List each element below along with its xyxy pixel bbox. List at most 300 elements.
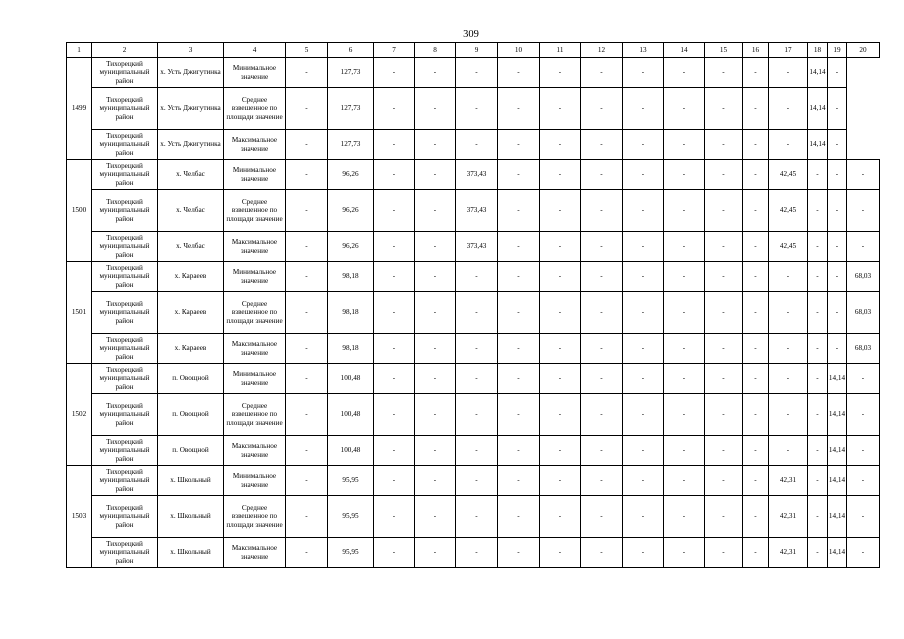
table-cell: - <box>828 232 847 262</box>
table-cell: - <box>705 334 743 364</box>
table-row <box>67 262 880 292</box>
table-cell: Тихорецкий муниципальный район <box>92 466 158 496</box>
table-cell: - <box>498 394 540 436</box>
table-cell: 14,14 <box>808 58 828 88</box>
table-cell: - <box>705 436 743 466</box>
table-cell: 127,73 <box>328 130 374 160</box>
table-cell: Тихорецкий муниципальный район <box>92 160 158 190</box>
table-cell: - <box>808 160 828 190</box>
table-cell: - <box>828 262 847 292</box>
column-header: 14 <box>664 43 705 58</box>
table-cell: - <box>743 394 769 436</box>
table-cell: Максимальное значение <box>224 130 286 160</box>
table-cell: 95,95 <box>328 466 374 496</box>
table-row <box>67 436 880 466</box>
table-cell: - <box>847 436 880 466</box>
table-cell: Тихорецкий муниципальный район <box>92 364 158 394</box>
table-cell: - <box>456 58 498 88</box>
column-header: 3 <box>158 43 224 58</box>
page-number: 309 <box>463 29 479 40</box>
table-cell: - <box>743 466 769 496</box>
table-cell: 373,43 <box>456 232 498 262</box>
column-header: 9 <box>456 43 498 58</box>
table-cell: - <box>743 496 769 538</box>
table-cell: - <box>581 334 623 364</box>
table-cell: - <box>286 466 328 496</box>
table-cell: - <box>456 334 498 364</box>
table-cell: - <box>623 262 664 292</box>
table-cell: - <box>664 232 705 262</box>
table-cell: - <box>415 130 456 160</box>
table-cell: Тихорецкий муниципальный район <box>92 538 158 568</box>
table-cell: - <box>623 292 664 334</box>
table-cell: - <box>828 334 847 364</box>
table-cell: - <box>286 130 328 160</box>
data-table <box>66 42 880 568</box>
table-cell: - <box>540 58 581 88</box>
table-cell: Тихорецкий муниципальный район <box>92 88 158 130</box>
table-cell: Минимальное значение <box>224 364 286 394</box>
table-cell: - <box>374 436 415 466</box>
table-cell: - <box>664 538 705 568</box>
table-cell: Тихорецкий муниципальный район <box>92 394 158 436</box>
table-cell: - <box>808 292 828 334</box>
table-cell: - <box>374 130 415 160</box>
table-cell: 14,14 <box>828 496 847 538</box>
table-cell: х. Усть Джигутинка <box>158 130 224 160</box>
table-row <box>67 394 880 436</box>
table-cell: 98,18 <box>328 262 374 292</box>
table-row <box>67 130 880 160</box>
row-number-cell: 1499 <box>67 58 92 160</box>
table-cell: - <box>808 364 828 394</box>
table-cell: - <box>456 292 498 334</box>
table-cell: - <box>286 190 328 232</box>
table-cell: Тихорецкий муниципальный район <box>92 334 158 364</box>
table-cell: - <box>540 262 581 292</box>
column-header: 12 <box>581 43 623 58</box>
table-cell: - <box>581 436 623 466</box>
table-cell: - <box>498 88 540 130</box>
table-cell: Тихорецкий муниципальный район <box>92 58 158 88</box>
table-cell: - <box>705 394 743 436</box>
table-cell: 42,45 <box>769 160 808 190</box>
table-cell: - <box>498 334 540 364</box>
table-cell: - <box>623 130 664 160</box>
table-cell: - <box>847 364 880 394</box>
column-header: 4 <box>224 43 286 58</box>
table-cell: - <box>705 466 743 496</box>
table-cell: - <box>847 190 880 232</box>
table-cell: - <box>415 496 456 538</box>
table-cell: - <box>664 262 705 292</box>
table-cell: - <box>623 364 664 394</box>
table-cell: - <box>664 292 705 334</box>
table-cell: - <box>540 160 581 190</box>
table-cell: 100,48 <box>328 394 374 436</box>
table-cell: - <box>374 538 415 568</box>
table-cell: - <box>498 538 540 568</box>
table-cell: - <box>374 496 415 538</box>
table-cell: - <box>743 262 769 292</box>
table-cell: 95,95 <box>328 496 374 538</box>
table-cell: - <box>623 160 664 190</box>
table-cell: - <box>498 130 540 160</box>
table-cell: - <box>456 88 498 130</box>
table-cell: Минимальное значение <box>224 466 286 496</box>
table-cell: - <box>623 394 664 436</box>
table-row <box>67 496 880 538</box>
row-number-cell: 1500 <box>67 160 92 262</box>
table-cell: - <box>743 88 769 130</box>
table-cell: х. Школьный <box>158 496 224 538</box>
table-cell: - <box>286 496 328 538</box>
table-cell: - <box>623 496 664 538</box>
table-cell: Минимальное значение <box>224 58 286 88</box>
table-cell: - <box>456 364 498 394</box>
column-header: 19 <box>828 43 847 58</box>
table-cell: - <box>623 436 664 466</box>
table-cell: 42,31 <box>769 466 808 496</box>
table-cell: - <box>415 364 456 394</box>
table-cell: - <box>498 292 540 334</box>
row-number-cell: 1503 <box>67 466 92 568</box>
table-cell: - <box>374 364 415 394</box>
table-cell: - <box>743 292 769 334</box>
table-cell: - <box>828 130 847 160</box>
table-cell: х. Школьный <box>158 538 224 568</box>
table-cell: х. Усть Джигутинка <box>158 88 224 130</box>
table-cell: - <box>581 538 623 568</box>
table-cell: 14,14 <box>828 394 847 436</box>
table-cell: - <box>847 232 880 262</box>
table-cell: п. Овощной <box>158 364 224 394</box>
table-cell: - <box>623 466 664 496</box>
table-cell: - <box>664 160 705 190</box>
table-row <box>67 88 880 130</box>
table-cell: - <box>847 466 880 496</box>
table-cell: - <box>286 364 328 394</box>
table-cell: - <box>540 394 581 436</box>
column-header: 1 <box>67 43 92 58</box>
table-cell: - <box>286 292 328 334</box>
table-cell: - <box>705 496 743 538</box>
table-cell: 98,18 <box>328 292 374 334</box>
table-cell: 96,26 <box>328 190 374 232</box>
table-cell: 42,31 <box>769 496 808 538</box>
table-cell: - <box>664 466 705 496</box>
table-cell: х. Челбас <box>158 190 224 232</box>
table-cell: - <box>623 334 664 364</box>
table-cell: - <box>705 262 743 292</box>
column-header: 16 <box>743 43 769 58</box>
table-cell: - <box>664 364 705 394</box>
table-cell: - <box>415 334 456 364</box>
table-cell: - <box>769 292 808 334</box>
table-cell: - <box>705 160 743 190</box>
table-cell: - <box>286 88 328 130</box>
column-header: 17 <box>769 43 808 58</box>
table-cell: - <box>374 334 415 364</box>
table-cell: - <box>705 232 743 262</box>
table-cell: - <box>623 190 664 232</box>
table-cell: - <box>286 232 328 262</box>
table-cell: - <box>540 364 581 394</box>
table-cell: - <box>808 466 828 496</box>
column-header: 13 <box>623 43 664 58</box>
table-cell: - <box>743 364 769 394</box>
table-cell: - <box>286 334 328 364</box>
table-cell: 42,45 <box>769 190 808 232</box>
table-cell: - <box>498 466 540 496</box>
table-cell: - <box>415 88 456 130</box>
table-cell: Максимальное значение <box>224 436 286 466</box>
table-cell: 373,43 <box>456 160 498 190</box>
table-cell: Тихорецкий муниципальный район <box>92 292 158 334</box>
table-cell: - <box>581 364 623 394</box>
table-cell: - <box>847 496 880 538</box>
table-cell: - <box>705 292 743 334</box>
table-cell: - <box>498 232 540 262</box>
table-cell: - <box>540 538 581 568</box>
table-cell: - <box>374 262 415 292</box>
table-cell: - <box>581 292 623 334</box>
table-cell: - <box>581 58 623 88</box>
table-row <box>67 292 880 334</box>
table-cell: - <box>847 160 880 190</box>
table-cell: х. Усть Джигутинка <box>158 58 224 88</box>
column-header: 15 <box>705 43 743 58</box>
table-cell: - <box>415 538 456 568</box>
table-cell: - <box>374 232 415 262</box>
table-cell: - <box>664 88 705 130</box>
table-cell: - <box>456 538 498 568</box>
table-cell: х. Челбас <box>158 160 224 190</box>
table-cell: - <box>374 394 415 436</box>
table-cell: Среднее взвешенное по площади значение <box>224 496 286 538</box>
table-cell: Тихорецкий муниципальный район <box>92 190 158 232</box>
table-cell: - <box>540 190 581 232</box>
table-cell: 68,03 <box>847 292 880 334</box>
table-cell: - <box>705 58 743 88</box>
table-cell: 100,48 <box>328 364 374 394</box>
table-cell: 14,14 <box>828 466 847 496</box>
table-cell: - <box>743 334 769 364</box>
table-cell: - <box>498 436 540 466</box>
table-cell: - <box>415 262 456 292</box>
table-cell: - <box>623 88 664 130</box>
table-cell: - <box>769 58 808 88</box>
table-cell: - <box>286 160 328 190</box>
table-cell: - <box>808 538 828 568</box>
table-cell: - <box>540 292 581 334</box>
table-cell: - <box>581 190 623 232</box>
table-cell: - <box>456 262 498 292</box>
table-cell: - <box>769 334 808 364</box>
table-cell: х. Караеев <box>158 262 224 292</box>
table-cell: 14,14 <box>828 538 847 568</box>
table-cell: - <box>847 538 880 568</box>
table-cell: - <box>664 190 705 232</box>
table-cell: - <box>374 292 415 334</box>
column-header: 2 <box>92 43 158 58</box>
table-cell: - <box>664 130 705 160</box>
column-header: 6 <box>328 43 374 58</box>
table-cell: - <box>286 436 328 466</box>
table-cell: - <box>743 232 769 262</box>
table-cell: - <box>664 394 705 436</box>
table-cell: - <box>623 538 664 568</box>
table-cell: - <box>808 262 828 292</box>
table-cell: п. Овощной <box>158 436 224 466</box>
table-cell: - <box>540 232 581 262</box>
table-cell: - <box>808 394 828 436</box>
column-header: 10 <box>498 43 540 58</box>
table-cell: - <box>769 436 808 466</box>
table-cell: - <box>664 496 705 538</box>
table-cell: - <box>847 394 880 436</box>
table-cell: - <box>664 436 705 466</box>
table-cell: 127,73 <box>328 58 374 88</box>
table-cell: Максимальное значение <box>224 538 286 568</box>
table-header-row <box>67 43 880 58</box>
table-cell: - <box>415 394 456 436</box>
table-cell: - <box>769 394 808 436</box>
table-cell: 127,73 <box>328 88 374 130</box>
table-cell: - <box>581 232 623 262</box>
table-cell: Минимальное значение <box>224 160 286 190</box>
table-cell: - <box>286 538 328 568</box>
table-cell: - <box>769 130 808 160</box>
table-row <box>67 160 880 190</box>
table-cell: 68,03 <box>847 262 880 292</box>
table-cell: 373,43 <box>456 190 498 232</box>
table-cell: - <box>743 58 769 88</box>
table-cell: - <box>581 262 623 292</box>
table-row <box>67 538 880 568</box>
table-cell: - <box>581 394 623 436</box>
table-row <box>67 364 880 394</box>
table-cell: - <box>456 394 498 436</box>
table-cell: - <box>498 160 540 190</box>
column-header: 18 <box>808 43 828 58</box>
table-cell: Минимальное значение <box>224 262 286 292</box>
table-cell: - <box>769 88 808 130</box>
table-cell: - <box>540 496 581 538</box>
table-cell: - <box>808 436 828 466</box>
table-cell: 14,14 <box>828 364 847 394</box>
table-cell: - <box>456 466 498 496</box>
table-cell: - <box>808 232 828 262</box>
table-cell: - <box>540 88 581 130</box>
table-cell: - <box>415 292 456 334</box>
table-cell: - <box>581 466 623 496</box>
table-cell: - <box>743 160 769 190</box>
table-cell: Максимальное значение <box>224 334 286 364</box>
table-cell: Тихорецкий муниципальный район <box>92 496 158 538</box>
table-cell: Среднее взвешенное по площади значение <box>224 88 286 130</box>
table-cell: - <box>743 538 769 568</box>
table-cell: - <box>374 190 415 232</box>
table-cell: - <box>374 58 415 88</box>
table-cell: - <box>705 130 743 160</box>
table-cell: - <box>415 232 456 262</box>
table-row <box>67 334 880 364</box>
table-cell: - <box>286 262 328 292</box>
table-cell: - <box>498 58 540 88</box>
table-cell: - <box>581 88 623 130</box>
table-cell: - <box>374 160 415 190</box>
table-cell: - <box>808 190 828 232</box>
table-cell: - <box>743 436 769 466</box>
table-cell: - <box>581 130 623 160</box>
table-cell: - <box>828 190 847 232</box>
column-header: 7 <box>374 43 415 58</box>
table-cell: 42,45 <box>769 232 808 262</box>
table-cell: х. Караеев <box>158 292 224 334</box>
table-cell: Максимальное значение <box>224 232 286 262</box>
table-cell: - <box>374 88 415 130</box>
table-cell: 100,48 <box>328 436 374 466</box>
table-cell: - <box>828 292 847 334</box>
table-cell: - <box>286 58 328 88</box>
table-cell: 42,31 <box>769 538 808 568</box>
table-cell: Среднее взвешенное по площади значение <box>224 190 286 232</box>
table-cell: - <box>540 334 581 364</box>
table-cell: - <box>540 130 581 160</box>
table-cell: - <box>498 496 540 538</box>
table-cell: Тихорецкий муниципальный район <box>92 130 158 160</box>
table-row <box>67 232 880 262</box>
table-cell: - <box>705 538 743 568</box>
table-cell: - <box>743 130 769 160</box>
table-cell: - <box>705 190 743 232</box>
table-cell: - <box>415 436 456 466</box>
table-cell: - <box>581 496 623 538</box>
table-cell: - <box>415 160 456 190</box>
table-cell: - <box>623 58 664 88</box>
table-cell: 96,26 <box>328 232 374 262</box>
table-cell: 14,14 <box>808 88 828 130</box>
table-cell: - <box>456 130 498 160</box>
table-cell: - <box>456 436 498 466</box>
table-cell: - <box>743 190 769 232</box>
table-cell: 14,14 <box>828 436 847 466</box>
row-number-cell: 1502 <box>67 364 92 466</box>
table-cell: - <box>415 190 456 232</box>
table-cell: Тихорецкий муниципальный район <box>92 436 158 466</box>
table-cell: - <box>623 232 664 262</box>
table-cell: - <box>498 190 540 232</box>
table-cell: 96,26 <box>328 160 374 190</box>
table-body <box>67 58 880 568</box>
table-cell: - <box>498 364 540 394</box>
table-cell: х. Челбас <box>158 232 224 262</box>
table-row <box>67 190 880 232</box>
table-cell: - <box>498 262 540 292</box>
table-cell: Среднее взвешенное по площади значение <box>224 394 286 436</box>
table-cell: - <box>769 262 808 292</box>
table-cell: - <box>664 58 705 88</box>
table-cell: х. Школьный <box>158 466 224 496</box>
table-cell: Среднее взвешенное по площади значение <box>224 292 286 334</box>
table-cell: - <box>808 496 828 538</box>
table-cell: - <box>828 88 847 130</box>
table-cell: Тихорецкий муниципальный район <box>92 232 158 262</box>
table-cell: - <box>581 160 623 190</box>
table-cell: - <box>456 496 498 538</box>
table-cell: - <box>808 334 828 364</box>
